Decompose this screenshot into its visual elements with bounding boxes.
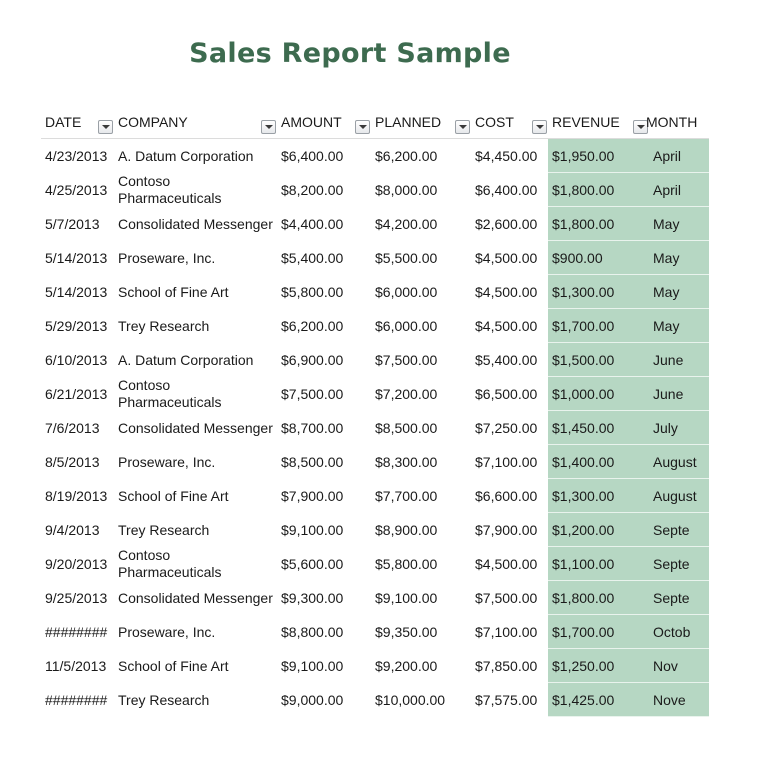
date-cell[interactable]: 5/29/2013 (45, 318, 108, 334)
amount-cell[interactable]: $5,800.00 (281, 284, 344, 300)
revenue-cell[interactable]: $1,300.00 (548, 275, 642, 309)
month-cell[interactable]: May (642, 207, 709, 241)
planned-cell[interactable]: $8,500.00 (375, 420, 438, 436)
planned-cell[interactable]: $4,200.00 (375, 216, 438, 232)
cost-cell[interactable]: $6,500.00 (475, 386, 538, 402)
month-cell[interactable]: May (642, 241, 709, 275)
revenue-cell[interactable]: $1,100.00 (548, 547, 642, 581)
table-row (41, 479, 709, 513)
cost-cell[interactable]: $6,400.00 (475, 182, 538, 198)
planned-cell[interactable]: $7,500.00 (375, 352, 438, 368)
revenue-cell[interactable]: $1,250.00 (548, 649, 642, 683)
cost-cell[interactable]: $4,500.00 (475, 250, 538, 266)
table-row (41, 139, 709, 173)
cost-cell[interactable]: $4,450.00 (475, 148, 538, 164)
amount-cell[interactable]: $9,000.00 (281, 692, 344, 708)
date-cell[interactable]: 11/5/2013 (45, 658, 107, 674)
date-cell[interactable]: ######## (45, 692, 108, 708)
revenue-cell[interactable]: $1,300.00 (548, 479, 642, 513)
planned-cell[interactable]: $9,100.00 (375, 590, 438, 606)
revenue-cell[interactable]: $1,425.00 (548, 683, 642, 717)
planned-cell[interactable]: $10,000.00 (375, 692, 446, 708)
table-row (41, 207, 709, 241)
planned-cell[interactable]: $7,700.00 (375, 488, 438, 504)
company-cell[interactable]: Consolidated Messenger (118, 216, 273, 232)
cost-cell[interactable]: $6,600.00 (475, 488, 538, 504)
table-row (41, 275, 709, 309)
month-cell[interactable]: June (642, 377, 709, 411)
month-cell[interactable]: June (642, 343, 709, 377)
date-cell[interactable]: 4/25/2013 (45, 182, 108, 198)
header-label: AMOUNT (281, 114, 342, 130)
cost-cell[interactable]: $7,100.00 (475, 624, 538, 640)
date-cell[interactable]: 8/19/2013 (45, 488, 108, 504)
date-cell[interactable]: 4/23/2013 (45, 148, 108, 164)
cost-cell[interactable]: $4,500.00 (475, 318, 538, 334)
month-cell[interactable]: August (642, 479, 709, 513)
report-title: Sales Report Sample (189, 38, 511, 69)
amount-cell[interactable]: $8,700.00 (281, 420, 344, 436)
cost-cell[interactable]: $4,500.00 (475, 284, 538, 300)
cost-cell[interactable]: $4,500.00 (475, 556, 538, 572)
revenue-cell[interactable]: $1,200.00 (548, 513, 642, 547)
planned-cell[interactable]: $5,500.00 (375, 250, 438, 266)
revenue-cell[interactable]: $1,500.00 (548, 343, 642, 377)
revenue-cell[interactable]: $1,800.00 (548, 207, 642, 241)
cost-cell[interactable]: $2,600.00 (475, 216, 538, 232)
company-cell[interactable]: Proseware, Inc. (118, 454, 216, 470)
company-cell[interactable]: School of Fine Art (118, 658, 229, 674)
date-cell[interactable]: 9/25/2013 (45, 590, 108, 606)
table-row (41, 241, 709, 275)
date-cell[interactable]: ######## (45, 624, 108, 640)
revenue-cell[interactable]: $1,000.00 (548, 377, 642, 411)
table-row (41, 649, 709, 683)
company-cell[interactable]: Contoso Pharmaceuticals (118, 377, 222, 410)
table-row (41, 445, 709, 479)
header-label: DATE (45, 114, 82, 130)
cost-cell[interactable]: $5,400.00 (475, 352, 538, 368)
date-cell[interactable]: 5/7/2013 (45, 216, 100, 232)
planned-cell[interactable]: $9,350.00 (375, 624, 438, 640)
header-row (41, 108, 709, 139)
planned-cell[interactable]: $6,000.00 (375, 284, 438, 300)
month-cell[interactable]: April (642, 173, 709, 207)
cost-cell[interactable]: $7,575.00 (475, 692, 538, 708)
sales-table (41, 108, 709, 717)
month-cell[interactable]: Nove (642, 683, 709, 717)
amount-cell[interactable]: $8,200.00 (281, 182, 344, 198)
header-label: REVENUE (552, 114, 620, 130)
table-row (41, 411, 709, 445)
amount-cell[interactable]: $9,100.00 (281, 658, 344, 674)
filter-dropdown-icon[interactable] (532, 120, 547, 134)
planned-cell[interactable]: $6,200.00 (375, 148, 438, 164)
revenue-cell[interactable]: $900.00 (548, 241, 642, 275)
company-cell[interactable]: A. Datum Corporation (118, 352, 254, 368)
table-row (41, 309, 709, 343)
company-cell[interactable]: Contoso Pharmaceuticals (118, 173, 222, 206)
table-body (41, 139, 709, 717)
revenue-cell[interactable]: $1,700.00 (548, 309, 642, 343)
cost-cell[interactable]: $7,900.00 (475, 522, 538, 538)
revenue-cell[interactable]: $1,800.00 (548, 581, 642, 615)
filter-dropdown-icon[interactable] (355, 120, 370, 134)
header-label: COST (475, 114, 514, 130)
header-label: MONTH (646, 114, 698, 130)
date-cell[interactable]: 7/6/2013 (45, 420, 100, 436)
month-cell[interactable]: Septe (642, 581, 709, 615)
header-company (114, 108, 277, 138)
date-cell[interactable]: 5/14/2013 (45, 250, 108, 266)
header-month (642, 108, 709, 138)
amount-cell[interactable]: $5,400.00 (281, 250, 344, 266)
company-cell[interactable]: Consolidated Messenger (118, 420, 273, 436)
revenue-cell[interactable]: $1,400.00 (548, 445, 642, 479)
cost-cell[interactable]: $7,850.00 (475, 658, 538, 674)
month-cell[interactable]: August (642, 445, 709, 479)
date-cell[interactable]: 9/20/2013 (45, 556, 108, 572)
header-label: COMPANY (118, 114, 188, 130)
company-cell[interactable]: Proseware, Inc. (118, 250, 216, 266)
table-row (41, 615, 709, 649)
amount-cell[interactable]: $9,100.00 (281, 522, 344, 538)
table-row (41, 547, 709, 581)
header-revenue (548, 108, 642, 138)
revenue-cell[interactable]: $1,700.00 (548, 615, 642, 649)
company-cell[interactable]: Trey Research (118, 522, 210, 538)
company-cell[interactable]: Trey Research (118, 692, 210, 708)
cost-cell[interactable]: $7,250.00 (475, 420, 538, 436)
filter-dropdown-icon[interactable] (261, 120, 276, 134)
month-cell[interactable]: April (642, 139, 709, 173)
amount-cell[interactable]: $7,900.00 (281, 488, 344, 504)
month-cell[interactable]: Septe (642, 513, 709, 547)
month-cell[interactable]: Nov (642, 649, 709, 683)
date-cell[interactable]: 6/10/2013 (45, 352, 108, 368)
table-row (41, 343, 709, 377)
company-cell[interactable]: Contoso Pharmaceuticals (118, 547, 222, 580)
date-cell[interactable]: 5/14/2013 (45, 284, 108, 300)
company-cell[interactable]: School of Fine Art (118, 284, 229, 300)
planned-cell[interactable]: $7,200.00 (375, 386, 438, 402)
planned-cell[interactable]: $8,300.00 (375, 454, 438, 470)
company-cell[interactable]: School of Fine Art (118, 488, 229, 504)
company-cell[interactable]: Consolidated Messenger (118, 590, 273, 606)
amount-cell[interactable]: $6,200.00 (281, 318, 344, 334)
amount-cell[interactable]: $6,900.00 (281, 352, 344, 368)
amount-cell[interactable]: $9,300.00 (281, 590, 344, 606)
amount-cell[interactable]: $4,400.00 (281, 216, 344, 232)
company-cell[interactable]: A. Datum Corporation (118, 148, 254, 164)
company-cell[interactable]: Proseware, Inc. (118, 624, 216, 640)
month-cell[interactable]: May (642, 309, 709, 343)
table-row (41, 581, 709, 615)
month-cell[interactable]: July (642, 411, 709, 445)
amount-cell[interactable]: $6,400.00 (281, 148, 344, 164)
date-cell[interactable]: 9/4/2013 (45, 522, 100, 538)
planned-cell[interactable]: $9,200.00 (375, 658, 438, 674)
table-row (41, 173, 709, 207)
table-row (41, 513, 709, 547)
revenue-cell[interactable]: $1,950.00 (548, 139, 642, 173)
revenue-cell[interactable]: $1,450.00 (548, 411, 642, 445)
month-cell[interactable]: Octob (642, 615, 709, 649)
cost-cell[interactable]: $7,100.00 (475, 454, 538, 470)
company-cell[interactable]: Trey Research (118, 318, 210, 334)
month-cell[interactable]: May (642, 275, 709, 309)
amount-cell[interactable]: $5,600.00 (281, 556, 344, 572)
planned-cell[interactable]: $8,000.00 (375, 182, 438, 198)
amount-cell[interactable]: $8,500.00 (281, 454, 344, 470)
table-row (41, 377, 709, 411)
table-row (41, 683, 709, 717)
planned-cell[interactable]: $5,800.00 (375, 556, 438, 572)
planned-cell[interactable]: $8,900.00 (375, 522, 438, 538)
header-label: PLANNED (375, 114, 442, 130)
amount-cell[interactable]: $7,500.00 (281, 386, 344, 402)
planned-cell[interactable]: $6,000.00 (375, 318, 438, 334)
cost-cell[interactable]: $7,500.00 (475, 590, 538, 606)
date-cell[interactable]: 6/21/2013 (45, 386, 108, 402)
revenue-cell[interactable]: $1,800.00 (548, 173, 642, 207)
date-cell[interactable]: 8/5/2013 (45, 454, 100, 470)
month-cell[interactable]: Septe (642, 547, 709, 581)
filter-dropdown-icon[interactable] (455, 120, 470, 134)
filter-dropdown-icon[interactable] (98, 120, 113, 134)
amount-cell[interactable]: $8,800.00 (281, 624, 344, 640)
